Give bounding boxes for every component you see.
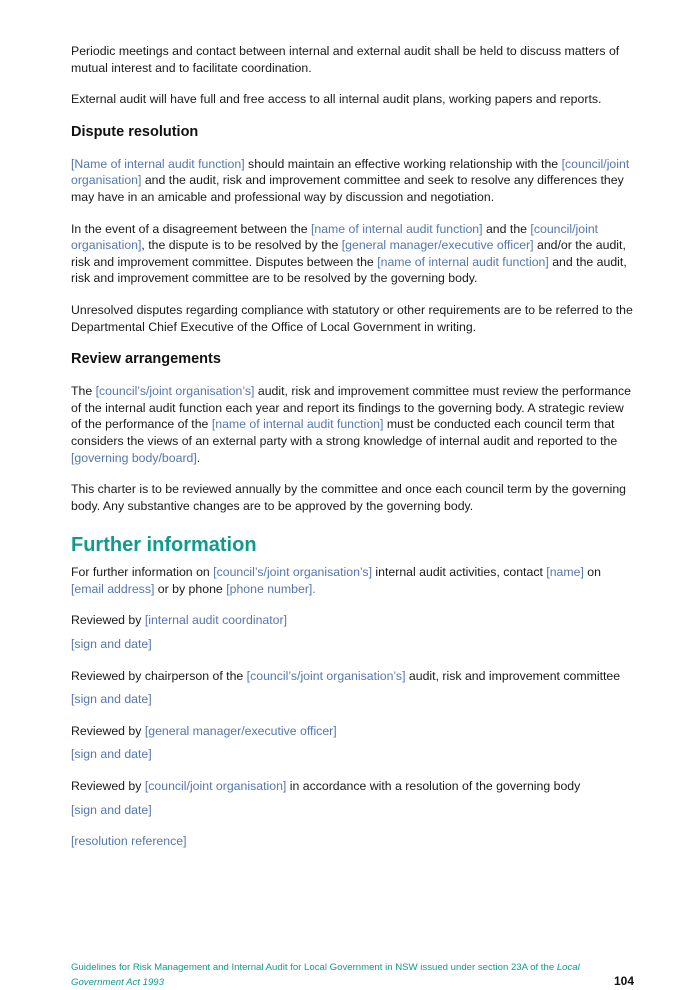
sign-and-date: [sign and date] — [71, 692, 152, 707]
footer-text: Guidelines for Risk Management and Internal Audit for Local Government in NSW issued under section 23A of the — [71, 962, 557, 973]
placeholder-phone: [phone number]. — [226, 581, 316, 596]
paragraph-review-performance: The [council’s/joint organisation’s] audit, risk and improvement committee must review the performance of the internal audit function each year and report its findings to the governing body. A strategic review of the performance of the [name of internal audit function] must be conducted each council term that considers the views of an external party with a strong knowledge of internal audit and reported to the [governing body/board]. — [71, 384, 632, 465]
page-content — [71, 43, 637, 850]
paragraph-access: External audit will have full and free access to all internal audit plans, working papers and reports. — [71, 92, 602, 107]
reviewed-by-chairperson: Reviewed by chairperson of the [council’s/joint organisation’s] audit, risk and improvement committee — [71, 668, 621, 683]
placeholder-council: [council/joint organisation] — [144, 779, 287, 794]
sign-and-date: [sign and date] — [71, 637, 152, 652]
placeholder-council-possessive: [council’s/joint organisation’s] — [213, 565, 372, 580]
placeholder-internal-audit-function: [name of internal audit function] — [211, 417, 384, 432]
reviewed-by-coordinator: Reviewed by [internal audit coordinator] — [71, 613, 288, 628]
placeholder-internal-audit-function: [Name of internal audit function] — [71, 156, 245, 171]
placeholder-council: [council/joint organisation] — [71, 221, 599, 253]
placeholder-email: [email address] — [71, 581, 155, 596]
heading-further-information: Further information — [71, 534, 257, 557]
placeholder-name: [name] — [546, 565, 584, 580]
page-number: 104 — [613, 974, 634, 988]
paragraph-dispute-relationship: [Name of internal audit function] should maintain an effective working relationship with the [council/joint organisation] and the audit, risk and improvement committee and seek to resolve any differences they may have in an amicable and professional way by discussion and negotiation. — [71, 156, 630, 204]
resolution-reference: [resolution reference] — [71, 834, 187, 849]
paragraph-dispute-unresolved: Unresolved disputes regarding compliance with statutory or other requirements are to be referred to the Departmental Chief Executive of the Office of Local Government in writing. — [71, 302, 633, 334]
reviewed-by-council: Reviewed by [council/joint organisation] in accordance with a resolution of the governing body — [71, 779, 581, 794]
placeholder-general-manager: [general manager/executive officer] — [341, 238, 534, 253]
paragraph-meetings: Periodic meetings and contact between internal and external audit shall be held to discuss matters of mutual interest and to facilitate coordination. — [71, 44, 620, 75]
sign-and-date: [sign and date] — [71, 747, 152, 762]
placeholder-audit-coordinator: [internal audit coordinator] — [144, 613, 288, 628]
placeholder-internal-audit-function: [name of internal audit function] — [310, 221, 483, 236]
page-footer — [71, 960, 591, 990]
placeholder-governing-body: [governing body/board] — [71, 450, 197, 465]
reviewed-by-general-manager: Reviewed by [general manager/executive officer] — [71, 723, 337, 738]
heading-review-arrangements: Review arrangements — [71, 351, 221, 368]
sign-and-date: [sign and date] — [71, 802, 152, 817]
paragraph-further-contact: For further information on [council’s/joint organisation’s] internal audit activities, contact [name] on [email address] or by phone [phone number]. — [71, 565, 601, 596]
paragraph-dispute-disagreement: In the event of a disagreement between the [name of internal audit function] and the [council/joint organisation], the dispute is to be resolved by the [general manager/executive officer] and/or the audit, risk and improvement committee. Disputes between the [name of internal audit function] and the audit, risk and improvement committee are to be resolved by the governing body. — [71, 221, 627, 286]
placeholder-general-manager: [general manager/executive officer] — [144, 723, 337, 738]
footer-act-title: Local Government Act 1993 — [71, 962, 580, 988]
paragraph-review-charter: This charter is to be reviewed annually by the committee and once each council term by the governing body. Any substantive changes are to be approved by the governing body. — [71, 482, 627, 513]
placeholder-council: [council/joint organisation] — [71, 156, 630, 188]
placeholder-council-possessive: [council’s/joint organisation’s] — [246, 668, 406, 683]
placeholder-council-possessive: [council’s/joint organisation’s] — [95, 384, 255, 399]
placeholder-internal-audit-function: [name of internal audit function] — [377, 254, 549, 269]
heading-dispute-resolution: Dispute resolution — [71, 123, 199, 140]
